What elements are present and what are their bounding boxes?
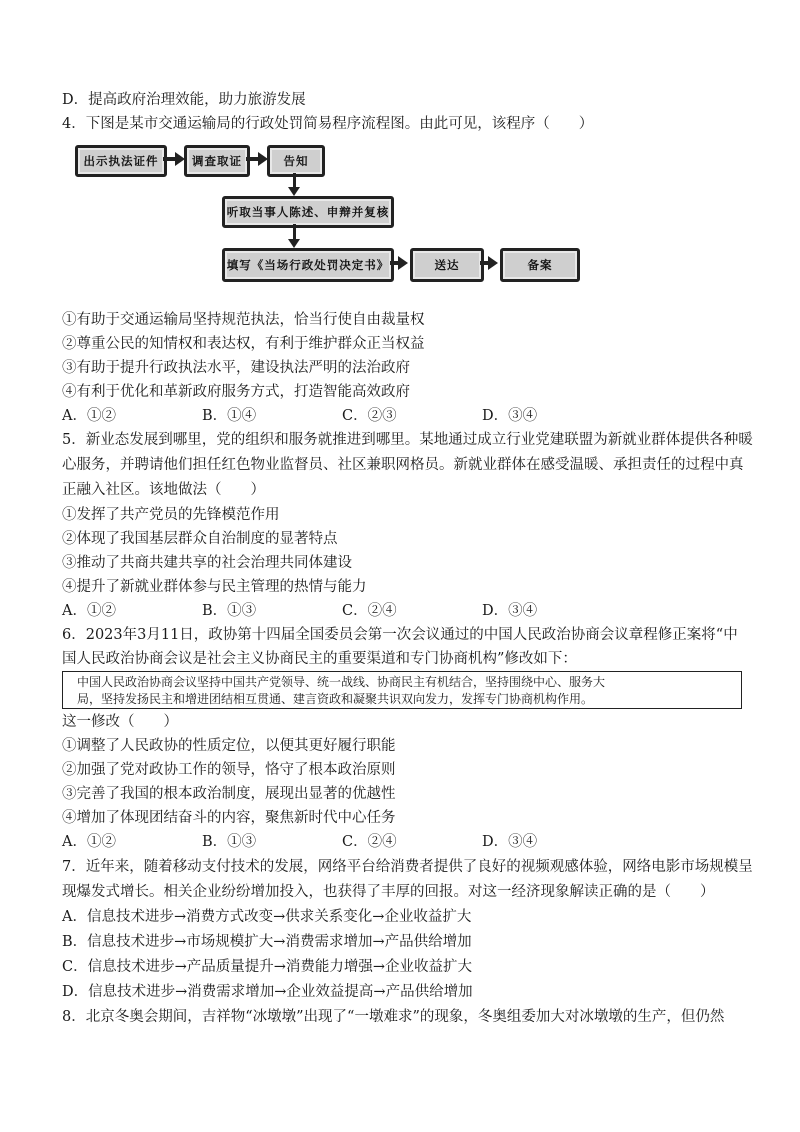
question-7-stem-2: 现爆发式增长。相关企业纷纷增加投入，也获得了丰厚的回报。对这一经济现象解读正确的是（ ） — [62, 884, 715, 900]
q7-option-a[interactable]: A．信息技术进步→消费方式改变→供求关系变化→企业收益扩大 — [62, 909, 472, 925]
option-c[interactable]: C．②④ — [342, 834, 397, 850]
q6-statement-3: ③完善了我国的根本政治制度，展现出显著的优越性 — [62, 786, 396, 802]
quote-line-2: 局，坚持发扬民主和增进团结相互贯通、建言资政和凝聚共识双向发力，发挥专门协商机构作用。 — [77, 692, 594, 706]
q4-statement-2: ②尊重公民的知情权和表达权，有利于维护群众正当权益 — [62, 336, 425, 352]
q6-statement-2: ②加强了党对政协工作的领导，恪守了根本政治原则 — [62, 762, 396, 778]
q5-statement-2: ②体现了我国基层群众自治制度的显著特点 — [62, 531, 338, 547]
q7-option-c[interactable]: C．信息技术进步→产品质量提升→消费能力增强→企业收益扩大 — [62, 959, 473, 975]
flow-step-notify: 告知 — [267, 145, 325, 177]
flow-arrow — [246, 157, 260, 161]
flow-arrow — [293, 173, 296, 189]
option-a[interactable]: A．①② — [62, 408, 116, 424]
q5-options — [62, 601, 622, 621]
quote-line-1: 中国人民政治协商会议坚持中国共产党领导、统一战线、协商民主有机结合，坚持围绕中心、服务大 — [77, 675, 606, 689]
option-a[interactable]: A．①② — [62, 834, 116, 850]
flow-arrow — [480, 261, 490, 265]
question-6-stem-1: 6．2023年3月11日，政协第十四届全国委员会第一次会议通过的中国人民政治协商会议章程修正案将“中 — [62, 627, 738, 643]
q5-statement-4: ④提升了新就业群体参与民主管理的热情与能力 — [62, 579, 367, 595]
question-6-stem-3: 这一修改（ ） — [62, 714, 178, 730]
option-d[interactable]: D．③④ — [482, 408, 538, 424]
flow-arrow — [293, 224, 296, 241]
q7-option-b[interactable]: B．信息技术进步→市场规模扩大→消费需求增加→产品供给增加 — [62, 934, 472, 950]
option-c[interactable]: C．②③ — [342, 408, 397, 424]
option-b[interactable]: B．①③ — [202, 603, 257, 619]
question-8-stem-1: 8．北京冬奥会期间，吉祥物“冰墩墩”出现了“一墩难求”的现象，冬奥组委加大对冰墩墩的生产，但仍然 — [62, 1009, 725, 1025]
option-a[interactable]: A．①② — [62, 603, 116, 619]
option-b[interactable]: B．①④ — [202, 408, 257, 424]
option-b[interactable]: B．①③ — [202, 834, 257, 850]
option-c[interactable]: C．②④ — [342, 603, 397, 619]
q5-statement-3: ③推动了共商共建共享的社会治理共同体建设 — [62, 555, 352, 571]
question-5-stem-1: 5．新业态发展到哪里，党的组织和服务就推进到哪里。某地通过成立行业党建联盟为新就业群体提供各种暖 — [62, 432, 753, 448]
q4-options — [62, 406, 622, 426]
flow-step-fill-decision: 填写《当场行政处罚决定书》 — [222, 248, 394, 282]
q4-statement-3: ③有助于提升行政执法水平，建设执法严明的法治政府 — [62, 360, 410, 376]
question-6-stem-2: 国人民政治协商会议是社会主义协商民主的重要渠道和专门协商机构”修改如下： — [62, 651, 577, 667]
flow-step-file-record: 备案 — [500, 248, 580, 282]
q6-statement-4: ④增加了体现团结奋斗的内容，聚焦新时代中心任务 — [62, 810, 396, 826]
flow-arrow — [163, 157, 177, 161]
q4-statement-4: ④有利于优化和革新政府服务方式，打造智能高效政府 — [62, 384, 410, 400]
question-4-stem: 4．下图是某市交通运输局的行政处罚简易程序流程图。由此可见，该程序（ ） — [62, 116, 594, 132]
flow-step-hear-statement: 听取当事人陈述、申辩并复核 — [222, 196, 394, 228]
question-5-stem-3: 正融入社区。该地做法（ ） — [62, 482, 265, 498]
flow-arrow — [390, 261, 400, 265]
flow-step-deliver: 送达 — [410, 248, 484, 282]
question-7-stem-1: 7．近年来，随着移动支付技术的发展，网络平台给消费者提供了良好的视频观感体验，网络电影市场规模呈 — [62, 859, 753, 875]
flow-step-investigate: 调查取证 — [184, 145, 250, 177]
flow-step-show-certificate: 出示执法证件 — [75, 145, 167, 177]
q5-statement-1: ①发挥了共产党员的先锋模范作用 — [62, 507, 280, 523]
option-d[interactable]: D．③④ — [482, 603, 538, 619]
q7-option-d[interactable]: D．信息技术进步→消费需求增加→企业效益提高→产品供给增加 — [62, 984, 473, 1000]
quoted-amendment-box — [62, 671, 742, 709]
q4-statement-1: ①有助于交通运输局坚持规范执法，恰当行使自由裁量权 — [62, 312, 425, 328]
question-5-stem-2: 心服务，并聘请他们担任红色物业监督员、社区兼职网格员。新就业群体在感受温暖、承担责任的过程中真 — [62, 457, 744, 473]
q6-options — [62, 832, 622, 852]
question-3-option-d: D．提高政府治理效能，助力旅游发展 — [62, 92, 306, 108]
option-d[interactable]: D．③④ — [482, 834, 538, 850]
q6-statement-1: ①调整了人民政协的性质定位，以便其更好履行职能 — [62, 738, 396, 754]
